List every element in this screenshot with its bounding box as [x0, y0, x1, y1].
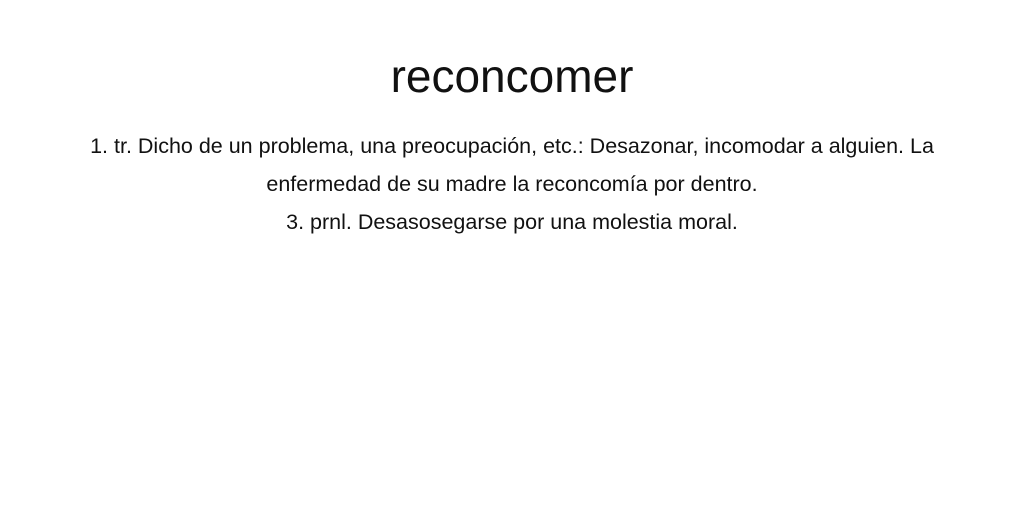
- definition-3: 3. prnl. Desasosegarse por una molestia moral.: [286, 210, 738, 234]
- definition-1: 1. tr. Dicho de un problema, una preocupación, etc.: Desazonar, incomodar a alguien. La enfermedad de su madre la reconcomía por dentro.: [90, 134, 934, 196]
- definition-list: [70, 127, 954, 241]
- entry-headword: reconcomer: [390, 50, 634, 102]
